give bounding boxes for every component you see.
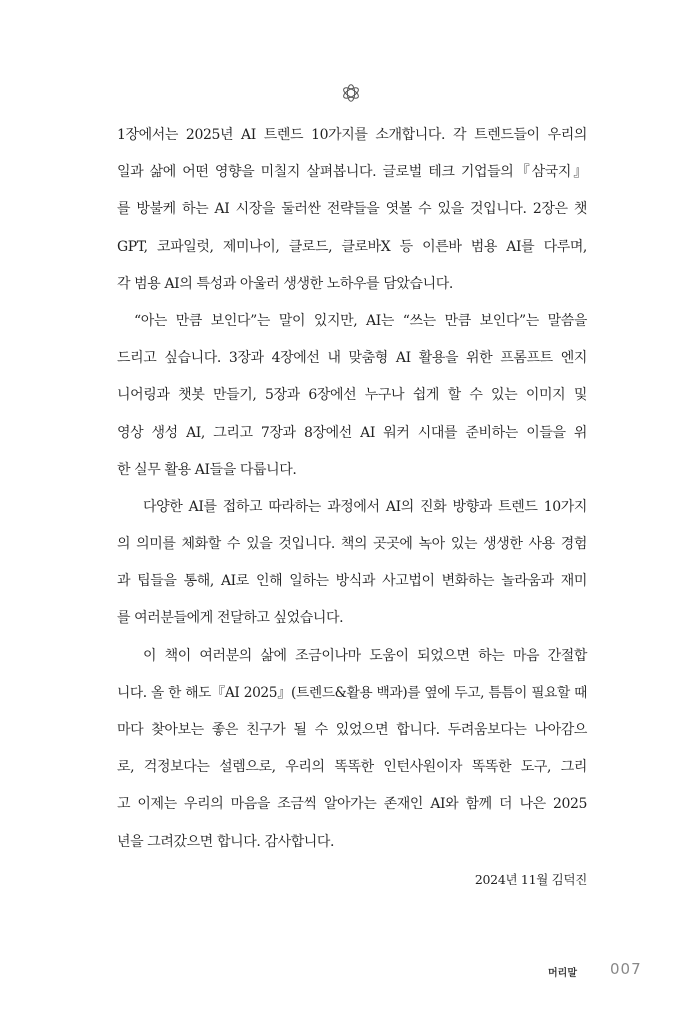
author-signature: 2024년 11월 김덕진 (474, 872, 587, 887)
text-line: 다양한 AI를 접하고 따라하는 과정에서 AI의 진화 방향과 트렌드 10가지 (143, 498, 587, 515)
text-line: 니어링과 챗봇 만들기, 5장과 6장에선 누구나 쉽게 할 수 있는 이미지 및 (117, 387, 587, 404)
text-line: 년을 그려갔으면 합니다. 감사합니다. (117, 833, 335, 850)
text-line: 를 방불케 하는 AI 시장을 둘러싼 전략들을 엿볼 수 있을 것입니다. 2장은 챗 (117, 201, 587, 218)
text-line: 과 팁들을 통해, AI로 인해 일하는 방식과 사고법이 변화하는 놀라움과 재미 (117, 573, 587, 590)
text-line: 한 실무 활용 AI들을 다룹니다. (117, 461, 297, 478)
text-line: GPT, 코파일럿, 제미나이, 클로드, 클로바X 등 이른바 범용 AI를 다루며, (117, 238, 587, 255)
text-line: 니다. 올 한 해도『AI 2025』(트렌드&활용 백과)를 옆에 두고, 틈틈이 필요할 때 (117, 684, 587, 701)
text-line: 영상 생성 AI, 그리고 7장과 8장에선 AI 워커 시대를 준비하는 이들을 위 (117, 424, 587, 441)
page-number: 007 (610, 960, 642, 978)
text-line: 마다 찾아보는 좋은 친구가 될 수 있었으면 합니다. 두려움보다는 나아감으 (117, 722, 587, 738)
preface-body (117, 124, 587, 868)
openai-knot-icon (340, 82, 362, 104)
text-line: 일과 삶에 어떤 영향을 미칠지 살펴봅니다. 글로벌 테크 기업들의『삼국지』 (117, 164, 587, 181)
text-line: 각 범용 AI의 특성과 아울러 생생한 노하우를 담았습니다. (117, 275, 453, 292)
text-line: 를 여러분들에게 전달하고 싶었습니다. (117, 610, 344, 627)
text-line: 이 책이 여러분의 삶에 조금이나마 도움이 되었으면 하는 마음 간절합 (143, 647, 587, 664)
text-line: 의 의미를 체화할 수 있을 것입니다. 책의 곳곳에 녹아 있는 생생한 사용 경험 (117, 536, 587, 553)
text-line: 로, 걱정보다는 설렘으로, 우리의 똑똑한 인턴사원이자 똑똑한 도구, 그리 (117, 759, 587, 776)
text-line: 드리고 싶습니다. 3장과 4장에선 내 맞춤형 AI 활용을 위한 프롬프트 엔지 (117, 350, 587, 367)
text-line: “아는 만큼 보인다”는 말이 있지만, AI는 “쓰는 만큼 보인다”는 말씀을 (134, 312, 587, 329)
text-line: 고 이제는 우리의 마음을 조금씩 알아가는 존재인 AI와 함께 더 나은 2025 (117, 796, 587, 813)
footer-section-label: 머리말 (548, 968, 577, 979)
text-line: 1장에서는 2025년 AI 트렌드 10가지를 소개합니다. 각 트렌드들이 우리의 (117, 127, 587, 143)
